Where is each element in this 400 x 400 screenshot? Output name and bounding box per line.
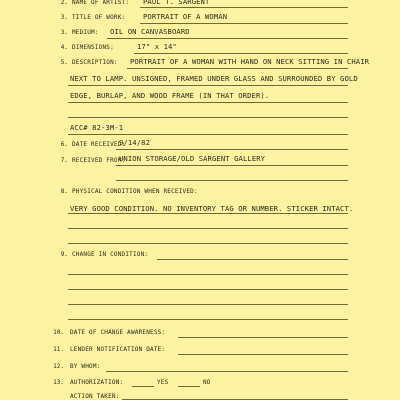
description-rule-1	[127, 68, 348, 69]
date-received-value: 9/14/82	[119, 138, 150, 147]
description-rule-4	[68, 117, 348, 118]
physical-condition-value: VERY GOOD CONDITION. NO INVENTORY TAG OR NUMBER. STICKER INTACT.	[70, 204, 354, 213]
authorization-yes-blank	[132, 386, 154, 387]
lender-notification-rule	[178, 354, 348, 355]
description-line-2: NEXT TO LAMP. UNSIGNED, FRAMED UNDER GLASS AND SURROUNDED BY GOLD	[70, 74, 358, 83]
field-number-medium: 3.	[60, 29, 68, 36]
change-in-condition-rule-4	[68, 304, 348, 305]
received-from-value: UNION STORAGE/OLD SARGENT GALLERY	[119, 154, 266, 163]
dimensions-rule	[134, 53, 348, 54]
action-taken-label: ACTION TAKEN:	[70, 393, 120, 400]
physical-condition-label: PHYSICAL CONDITION WHEN RECEIVED:	[72, 188, 198, 195]
date-change-awareness-label: DATE OF CHANGE AWARENESS:	[70, 329, 166, 336]
description-rule-2	[68, 85, 348, 86]
dimensions-label: DIMENSIONS:	[72, 44, 114, 51]
physical-condition-rule-2	[68, 228, 348, 229]
received-from-label: RECEIVED FROM:	[72, 157, 126, 164]
field-number-artist: 2.	[60, 0, 68, 6]
medium-label: MEDIUM:	[72, 29, 99, 36]
received-from-rule-1	[116, 165, 348, 166]
change-in-condition-label: CHANGE IN CONDITION:	[72, 251, 149, 258]
received-from-rule-2	[116, 180, 348, 181]
change-in-condition-rule-3	[68, 289, 348, 290]
description-rule-5	[68, 134, 348, 135]
date-received-rule	[116, 149, 348, 150]
field-number-change-in-condition: 9.	[60, 251, 68, 258]
field-number-description: 5.	[60, 59, 68, 66]
by-whom-rule	[106, 371, 348, 372]
authorization-no-label: NO	[203, 379, 211, 386]
change-in-condition-rule-5	[68, 319, 348, 320]
title-rule	[140, 23, 348, 24]
artist-rule	[140, 7, 348, 8]
description-line-3: EDGE, BURLAP, AND WOOD FRAME (IN THAT ORDER).	[70, 91, 270, 100]
description-label: DESCRIPTION:	[72, 59, 118, 66]
accession-number: ACC# 82-3M-1	[70, 123, 124, 132]
authorization-label: AUTHORIZATION:	[70, 379, 124, 386]
field-number-authorization: 13.	[53, 379, 64, 386]
title-value: PORTRAIT OF A WOMAN	[143, 12, 228, 21]
date-change-awareness-rule	[178, 337, 348, 338]
field-number-lender-notification: 11.	[53, 346, 64, 353]
field-number-dimensions: 4.	[60, 44, 68, 51]
date-received-label: DATE RECEIVED:	[72, 141, 126, 148]
description-line-1: PORTRAIT OF A WOMAN WITH HAND ON NECK SITTING IN CHAIR	[130, 57, 370, 66]
by-whom-label: BY WHOM:	[70, 363, 101, 370]
field-number-by-whom: 12.	[53, 363, 64, 370]
authorization-no-blank	[178, 386, 200, 387]
description-rule-3	[68, 102, 348, 103]
authorization-yes-label: YES	[157, 379, 169, 386]
field-number-title: 3.	[60, 14, 68, 21]
change-in-condition-rule-2	[68, 274, 348, 275]
lender-notification-label: LENDER NOTIFICATION DATE:	[70, 346, 166, 353]
title-label: TITLE OF WORK:	[72, 14, 126, 21]
dimensions-value: 17" x 14"	[137, 42, 177, 51]
medium-value: OIL ON CANVASBOARD	[110, 27, 190, 36]
artist-value: PAUL T. SARGENT	[143, 0, 210, 6]
artist-label: NAME OF ARTIST:	[72, 0, 130, 6]
field-number-received-from: 7.	[60, 157, 68, 164]
field-number-date-received: 6.	[60, 141, 68, 148]
change-in-condition-rule-1	[157, 259, 348, 260]
field-number-physical-condition: 8.	[60, 188, 68, 195]
medium-rule	[107, 38, 348, 39]
physical-condition-rule-3	[68, 243, 348, 244]
field-number-date-change-awareness: 10.	[53, 329, 64, 336]
physical-condition-rule-1	[68, 213, 348, 214]
